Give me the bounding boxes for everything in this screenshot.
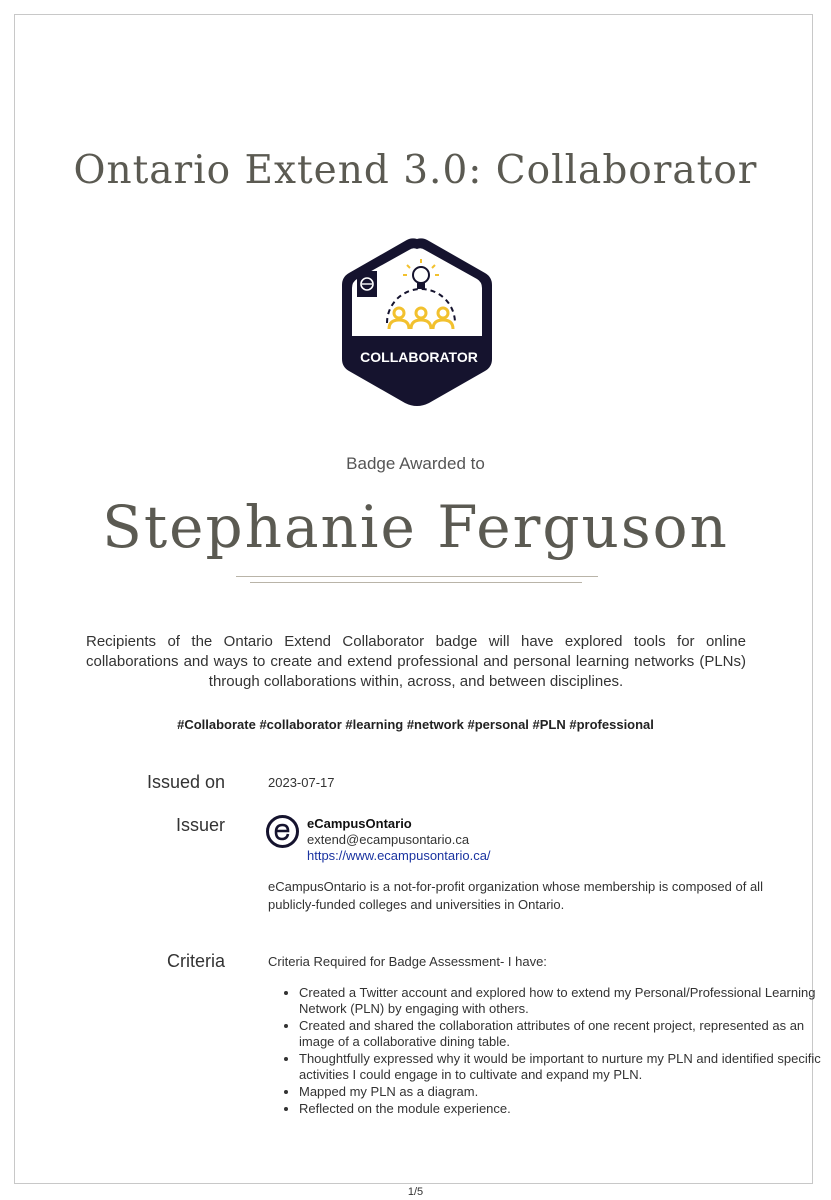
certificate-title: Ontario Extend 3.0: Collaborator: [73, 148, 758, 193]
criteria-item: • Created a Twitter account and explored how to extend my Personal/Professional Learning Network (PLN) by engaging with others.: [299, 985, 827, 1017]
issued-on-label: Issued on: [146, 772, 225, 792]
divider-top: [236, 576, 598, 577]
issued-date: 2023-07-17: [268, 775, 335, 790]
ecampusontario-logo-icon: [266, 815, 299, 848]
badge-tags: #Collaborate #collaborator #learning #network #personal #PLN #professional: [177, 717, 654, 732]
issuer-website-link[interactable]: https://www.ecampusontario.ca/: [307, 848, 491, 863]
criteria-intro: Criteria Required for Badge Assessment- I have:: [268, 954, 547, 969]
criteria-item: • Mapped my PLN as a diagram.: [299, 1084, 827, 1100]
collaborator-badge-image: [337, 233, 497, 411]
issuer-details: [307, 816, 491, 864]
criteria-item: • Created and shared the collaboration attributes of one recent project, represented as an image of a collaborative dining table.: [299, 1018, 827, 1050]
issuer-name: eCampusOntario: [307, 816, 412, 831]
page-number: 1/5: [407, 1186, 424, 1198]
issuer-label: Issuer: [175, 815, 225, 835]
badge-description: Recipients of the Ontario Extend Collaborator badge will have explored tools for online collaborations and ways to create and extend professional and personal learning networks (PLNs) through collaborations within, across, and between disciplines.: [86, 633, 746, 690]
criteria-item: • Thoughtfully expressed why it would be important to nurture my PLN and identified specific activities I could engage in to cultivate and expand my PLN.: [299, 1051, 827, 1083]
issuer-email[interactable]: extend@ecampusontario.ca: [307, 832, 470, 847]
awarded-caption: Badge Awarded to: [346, 454, 485, 473]
criteria-list: [281, 985, 827, 1118]
recipient-name: Stephanie Ferguson: [102, 493, 729, 561]
issuer-description: eCampusOntario is a not-for-profit organization whose membership is composed of all publicly-funded colleges and universities in Ontario.: [268, 879, 763, 912]
criteria-item: • Reflected on the module experience.: [299, 1101, 827, 1117]
badge-label: COLLABORATOR: [360, 349, 478, 365]
criteria-label: Criteria: [166, 951, 225, 971]
divider-bottom: [250, 582, 582, 583]
